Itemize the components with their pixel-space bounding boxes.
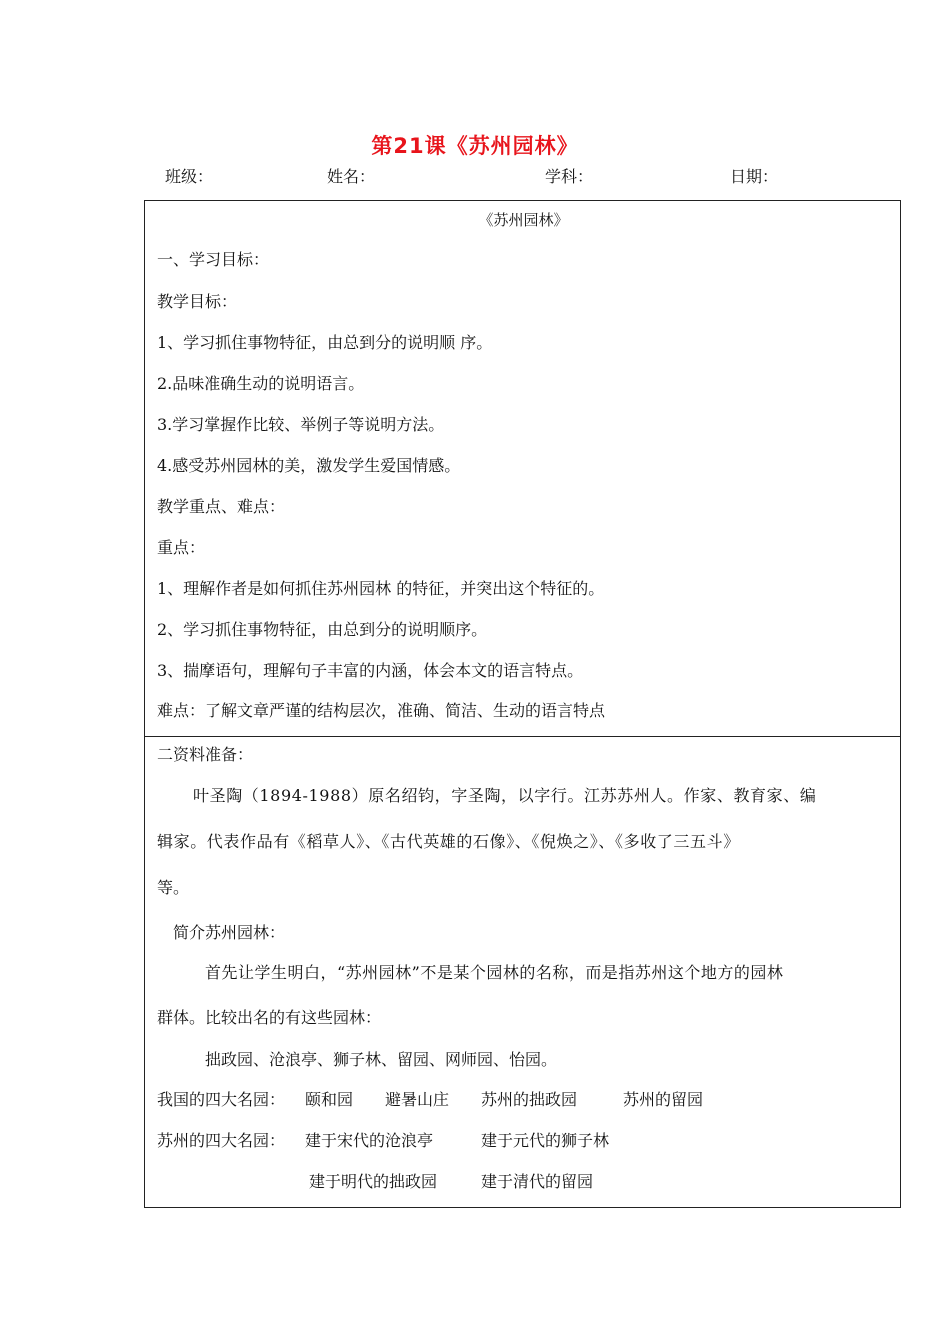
suzhou-four-label: 苏州的四大名园： bbox=[157, 1131, 286, 1150]
materials-section bbox=[144, 736, 901, 1208]
text-line: 首先让学生明白，“苏州园林”不是某个园林的名称，而是指苏州这个地方的园林 bbox=[205, 963, 784, 982]
text-line: 教学重点、难点： bbox=[157, 497, 286, 516]
suzhou-garden-item: 建于明代的拙政园 bbox=[309, 1172, 438, 1191]
text-line: 教学目标： bbox=[157, 292, 238, 311]
text-line: 叶圣陶（1894-1988）原名绍钧，字圣陶，以字行。江苏苏州人。作家、教育家、编 bbox=[193, 786, 817, 805]
text-line: 一、学习目标： bbox=[157, 250, 270, 269]
section-heading: 二资料准备： bbox=[157, 745, 254, 764]
class-label: 班级： bbox=[165, 167, 214, 186]
text-line: 1、学习抓住事物特征，由总到分的说明顺 序。 bbox=[157, 333, 493, 352]
four-famous-item: 苏州的拙政园 bbox=[481, 1090, 578, 1109]
suzhou-garden-item: 建于元代的狮子林 bbox=[481, 1131, 610, 1150]
text-line: 3、揣摩语句，理解句子丰富的内涵，体会本文的语言特点。 bbox=[157, 661, 584, 680]
text-line: 等。 bbox=[157, 878, 190, 897]
subject-label: 学科： bbox=[545, 167, 594, 186]
name-label: 姓名： bbox=[327, 167, 376, 186]
text-line: 群体。比较出名的有这些园林： bbox=[157, 1008, 382, 1027]
document-title: 第21课《苏州园林》 bbox=[371, 134, 579, 158]
four-famous-item: 颐和园 bbox=[305, 1090, 354, 1109]
text-line: 简介苏州园林： bbox=[173, 923, 286, 942]
text-line: 4.感受苏州园林的美，激发学生爱国情感。 bbox=[157, 456, 461, 475]
text-line: 3.学习掌握作比较、举例子等说明方法。 bbox=[157, 415, 445, 434]
four-famous-item: 避暑山庄 bbox=[385, 1090, 450, 1109]
text-line: 重点： bbox=[157, 538, 206, 557]
text-line: 2、学习抓住事物特征，由总到分的说明顺序。 bbox=[157, 620, 488, 639]
text-line: 1、理解作者是如何抓住苏州园林 的特征，并突出这个特征的。 bbox=[157, 579, 605, 598]
section-heading: 《苏州园林》 bbox=[478, 211, 569, 229]
learning-goals-section bbox=[144, 200, 901, 737]
suzhou-garden-item: 建于清代的留园 bbox=[481, 1172, 594, 1191]
four-famous-item: 苏州的留园 bbox=[623, 1090, 704, 1109]
suzhou-garden-item: 建于宋代的沧浪亭 bbox=[305, 1131, 434, 1150]
text-line: 难点：了解文章严谨的结构层次，准确、简洁、生动的语言特点 bbox=[157, 701, 606, 720]
garden-list: 拙政园、沧浪亭、狮子林、留园、网师园、怡园。 bbox=[205, 1050, 558, 1069]
four-famous-label: 我国的四大名园： bbox=[157, 1090, 286, 1109]
date-label: 日期： bbox=[730, 167, 779, 186]
text-line: 2.品味准确生动的说明语言。 bbox=[157, 374, 365, 393]
text-line: 辑家。代表作品有《稻草人》、《古代英雄的石像》、《倪焕之》、《多收了三五斗》 bbox=[157, 832, 740, 851]
